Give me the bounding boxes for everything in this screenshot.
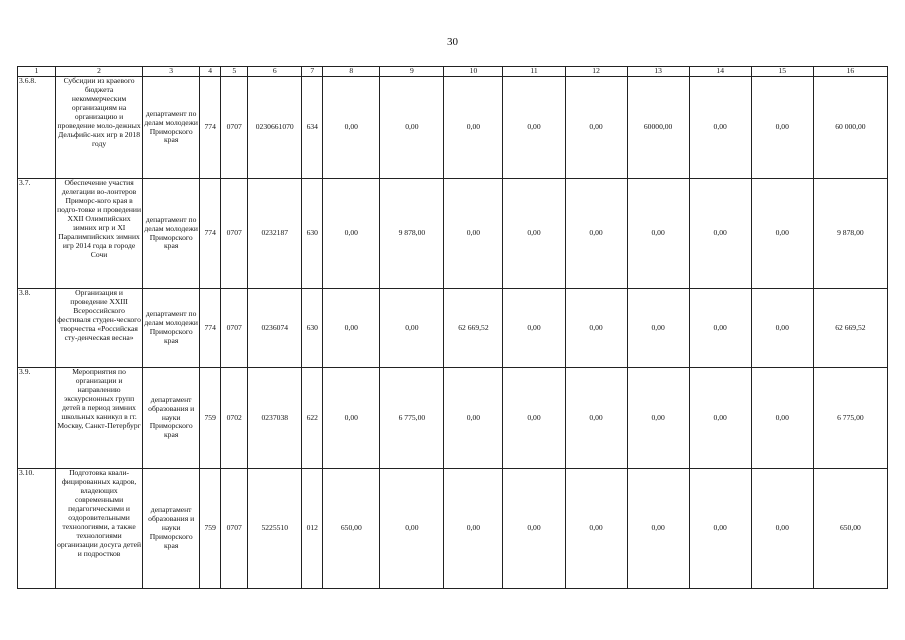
table-row bbox=[18, 469, 888, 589]
row-value: 0,00 bbox=[503, 179, 565, 289]
row-value: 60 000,00 bbox=[813, 77, 887, 179]
row-value: 0,00 bbox=[444, 77, 503, 179]
row-department: департамент образования и науки Приморского края bbox=[143, 368, 200, 469]
row-value: 0,00 bbox=[689, 469, 751, 589]
header-cell: 7 bbox=[302, 67, 323, 77]
row-code-5: 0707 bbox=[221, 77, 248, 179]
row-code-5: 0707 bbox=[221, 179, 248, 289]
row-index: 3.9. bbox=[18, 368, 56, 469]
row-value: 6 775,00 bbox=[813, 368, 887, 469]
row-value: 0,00 bbox=[323, 289, 380, 368]
row-code-7: 622 bbox=[302, 368, 323, 469]
row-value: 0,00 bbox=[689, 289, 751, 368]
row-value: 60000,00 bbox=[627, 77, 689, 179]
row-index: 3.6.8. bbox=[18, 77, 56, 179]
header-cell: 6 bbox=[248, 67, 302, 77]
row-value: 0,00 bbox=[627, 469, 689, 589]
row-description: Подготовка квали-фицированных кадров, владеющих современными педагогическими и оздоровительными технологиями, а также технологиями организации досуга детей и подростков bbox=[56, 469, 143, 589]
row-code-7: 630 bbox=[302, 289, 323, 368]
row-department: департамент образования и науки Приморского края bbox=[143, 469, 200, 589]
row-value: 0,00 bbox=[751, 77, 813, 179]
row-value: 0,00 bbox=[751, 368, 813, 469]
table-row bbox=[18, 77, 888, 179]
row-value: 62 669,52 bbox=[813, 289, 887, 368]
row-description: Организация и проведение XXIII Всероссийского фестиваля студен-ческого творчества «Российская сту-денческая весна» bbox=[56, 289, 143, 368]
row-value: 0,00 bbox=[444, 469, 503, 589]
header-cell: 4 bbox=[200, 67, 221, 77]
row-value: 6 775,00 bbox=[380, 368, 444, 469]
header-cell: 3 bbox=[143, 67, 200, 77]
row-value: 0,00 bbox=[503, 368, 565, 469]
row-value: 0,00 bbox=[565, 179, 627, 289]
row-value: 0,00 bbox=[380, 77, 444, 179]
row-department: департамент по делам молодежи Приморского края bbox=[143, 179, 200, 289]
row-code-7: 634 bbox=[302, 77, 323, 179]
budget-table bbox=[17, 66, 888, 589]
row-description: Субсидии из краевого бюджета некоммерческим организациям на организацию и проведение моло-дежных Дельфийс-ких игр в 2018 году bbox=[56, 77, 143, 179]
row-code-4: 774 bbox=[200, 77, 221, 179]
row-code-6: 0237038 bbox=[248, 368, 302, 469]
row-value: 0,00 bbox=[503, 469, 565, 589]
header-cell: 13 bbox=[627, 67, 689, 77]
row-index: 3.10. bbox=[18, 469, 56, 589]
row-value: 0,00 bbox=[627, 179, 689, 289]
row-code-4: 774 bbox=[200, 289, 221, 368]
row-code-4: 774 bbox=[200, 179, 221, 289]
row-code-5: 0707 bbox=[221, 289, 248, 368]
header-cell: 5 bbox=[221, 67, 248, 77]
row-department: департамент по делам молодежи Приморского края bbox=[143, 289, 200, 368]
row-value: 0,00 bbox=[689, 179, 751, 289]
row-code-4: 759 bbox=[200, 469, 221, 589]
row-value: 9 878,00 bbox=[813, 179, 887, 289]
row-index: 3.7. bbox=[18, 179, 56, 289]
page-number: 30 bbox=[447, 36, 458, 48]
row-value: 650,00 bbox=[813, 469, 887, 589]
row-value: 0,00 bbox=[751, 289, 813, 368]
header-cell: 11 bbox=[503, 67, 565, 77]
header-cell: 9 bbox=[380, 67, 444, 77]
row-code-6: 0232187 bbox=[248, 179, 302, 289]
row-value: 0,00 bbox=[503, 77, 565, 179]
header-row bbox=[18, 67, 888, 77]
header-cell: 14 bbox=[689, 67, 751, 77]
header-cell: 8 bbox=[323, 67, 380, 77]
header-cell: 10 bbox=[444, 67, 503, 77]
table-row bbox=[18, 368, 888, 469]
header-cell: 2 bbox=[56, 67, 143, 77]
row-value: 0,00 bbox=[565, 368, 627, 469]
row-value: 0,00 bbox=[444, 368, 503, 469]
row-department: департамент по делам молодежи Приморского края bbox=[143, 77, 200, 179]
header-cell: 16 bbox=[813, 67, 887, 77]
row-value: 62 669,52 bbox=[444, 289, 503, 368]
row-code-5: 0707 bbox=[221, 469, 248, 589]
row-value: 0,00 bbox=[444, 179, 503, 289]
row-value: 0,00 bbox=[751, 469, 813, 589]
row-value: 0,00 bbox=[565, 77, 627, 179]
row-value: 0,00 bbox=[627, 289, 689, 368]
row-index: 3.8. bbox=[18, 289, 56, 368]
row-code-6: 0230661070 bbox=[248, 77, 302, 179]
row-value: 0,00 bbox=[323, 77, 380, 179]
row-value: 0,00 bbox=[689, 368, 751, 469]
row-value: 0,00 bbox=[323, 368, 380, 469]
header-cell: 1 bbox=[18, 67, 56, 77]
row-value: 0,00 bbox=[751, 179, 813, 289]
row-value: 0,00 bbox=[380, 289, 444, 368]
table-row bbox=[18, 179, 888, 289]
header-cell: 15 bbox=[751, 67, 813, 77]
row-code-7: 630 bbox=[302, 179, 323, 289]
row-value: 0,00 bbox=[380, 469, 444, 589]
row-code-6: 5225510 bbox=[248, 469, 302, 589]
row-description: Обеспечение участия делегации во-лонтеров Приморс-кого края в подго-товке и проведении XXII Олимпийских зимних игр и XI Паралимпийских зимних игр 2014 года в городе Сочи bbox=[56, 179, 143, 289]
row-value: 0,00 bbox=[565, 289, 627, 368]
row-value: 0,00 bbox=[565, 469, 627, 589]
row-description: Мероприятия по организации и направлению экскурсионных групп детей в период зимних школьных каникул в гг. Москву, Санкт-Петербург bbox=[56, 368, 143, 469]
table-row bbox=[18, 289, 888, 368]
row-value: 0,00 bbox=[627, 368, 689, 469]
row-code-4: 759 bbox=[200, 368, 221, 469]
row-value: 650,00 bbox=[323, 469, 380, 589]
row-code-6: 0236074 bbox=[248, 289, 302, 368]
row-value: 0,00 bbox=[323, 179, 380, 289]
row-value: 0,00 bbox=[689, 77, 751, 179]
row-code-5: 0702 bbox=[221, 368, 248, 469]
row-code-7: 012 bbox=[302, 469, 323, 589]
header-cell: 12 bbox=[565, 67, 627, 77]
row-value: 0,00 bbox=[503, 289, 565, 368]
row-value: 9 878,00 bbox=[380, 179, 444, 289]
